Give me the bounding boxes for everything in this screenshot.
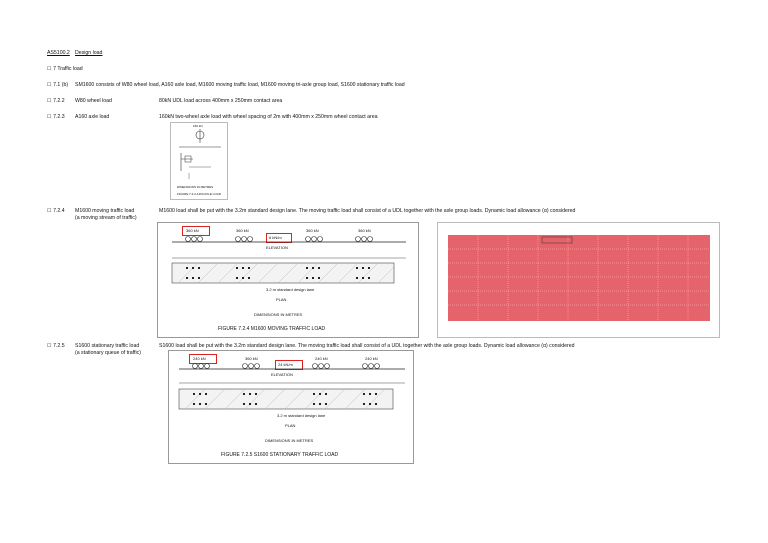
a160-load-label: 160 kN [193,124,203,128]
s1600-caption: FIGURE 7.2.5 S1600 STATIONARY TRAFFIC LOAD [221,452,339,458]
s1600-udl-label: 24 kN/m [278,362,293,367]
s1600-elevation-label: ELEVATION [271,372,293,377]
a160-dims-note: DIMENSIONS IN METRES [177,185,214,189]
section-7-2-4-number: ☐ 7.2.4 [47,208,65,214]
section-7-2-5-text: S1600 load shall be put with the 3.2m standard design lane. The moving traffic load shall consist of a UDL together with the axle group loads. Dynamic load allowance (α) considered [159,343,575,349]
figure-a160-axle-load [170,122,228,200]
s1600-diagram [169,351,414,464]
s1600-dims-note: DIMENSIONS IN METRES [265,438,314,443]
m1600-caption: FIGURE 7.2.4 M1600 MOVING TRAFFIC LOAD [218,326,326,332]
a160-caption: FIGURE 7.2.3 A160 AXLE LOAD [177,192,221,196]
m1600-load-1: 360 kN [186,228,199,233]
section-7: ☐ 7 Traffic load [47,66,83,72]
load-grid-image [437,222,720,338]
m1600-load-3: 360 kN [306,228,319,233]
m1600-plan-label: PLAN [276,297,287,302]
load-grid-area [448,235,710,321]
doc-title: Design load [75,50,103,56]
figure-s1600-stationary-traffic-load [168,350,414,464]
section-7-2-4-label: M1600 moving traffic load [75,208,135,214]
m1600-load-2: 360 kN [236,228,249,233]
s1600-load-4: 240 kN [365,356,378,361]
section-7-2-2-label: W80 wheel load [75,98,112,104]
section-7-2-3-number: ☐ 7.2.3 [47,114,65,120]
doc-code: AS5100.2 [47,50,70,56]
section-7-2-5-label: S1600 stationary traffic load [75,343,140,349]
m1600-elevation-label: ELEVATION [266,245,288,250]
figure-m1600-moving-traffic-load [157,222,419,338]
section-7-2-5-number: ☐ 7.2.5 [47,343,65,349]
section-7-2-2-number: ☐ 7.2.2 [47,98,65,104]
m1600-lane-label: 3.2 m standard design lane [266,287,315,292]
section-7-1b-text: SM1600 consists of W80 wheel load, A160 axle load, M1600 moving traffic load, M1600 moving tri-axle group load, S1600 stationary traffic load [75,82,405,88]
s1600-plan-label: PLAN [285,423,296,428]
m1600-udl-label: 6 kN/m [269,235,282,240]
s1600-load-3: 240 kN [315,356,328,361]
m1600-diagram [158,223,419,338]
s1600-load-1: 240 kN [193,356,206,361]
s1600-lane-label: 3.2 m standard design lane [277,413,326,418]
section-7-2-4-text: M1600 load shall be put with the 3.2m standard design lane. The moving traffic load shall consist of a UDL together with the axle group loads. Dynamic load allowance (α) considered [159,208,576,214]
m1600-dims-note: DIMENSIONS IN METRES [254,312,303,317]
m1600-load-4: 360 kN [358,228,371,233]
s1600-load-2: 360 kN [245,356,258,361]
section-7-2-4-label-sub: (a moving stream of traffic) [75,215,137,221]
section-7-2-2-text: 80kN UDL load across 400mm x 250mm contact area [159,98,283,104]
section-7-2-3-label: A160 axle load [75,114,110,120]
load-grid-lines [448,235,710,321]
section-7-2-5-label-sub: (a stationary queue of traffic) [75,350,141,356]
section-7-2-3-text: 160kN two-wheel axle load with wheel spacing of 2m with 400mm x 250mm wheel contact area [159,114,378,120]
section-7-1b-number: ☐ 7.1 (b) [47,82,69,88]
